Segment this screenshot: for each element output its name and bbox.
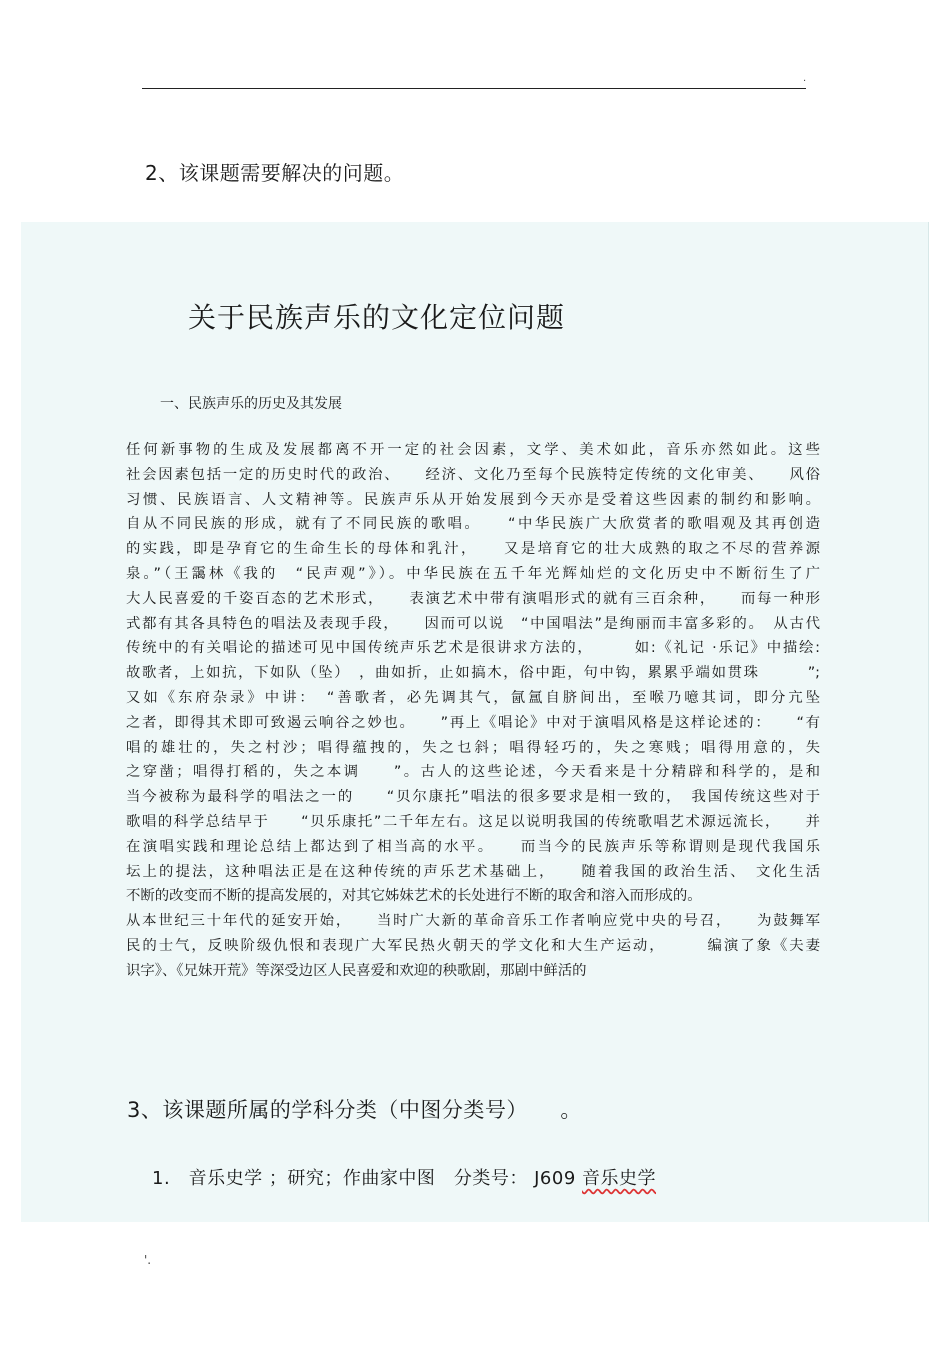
header-dot: . bbox=[803, 73, 807, 84]
body-line: 任何新事物的生成及发展都离不开一定的社会因素，文学、美术如此，音乐亦然如此。这些 bbox=[126, 442, 820, 458]
body-line: 从本世纪三十年代的延安开始， 当时广大新的革命音乐工作者响应党中央的号召， 为鼓舞军 bbox=[126, 913, 820, 930]
body-line: 之穿凿；唱得打稻的，失之本调 ”。古人的这些论述，今天看来是十分精辟和科学的，是和 bbox=[126, 764, 820, 781]
essay-subheading: 一、民族声乐的历史及其发展 bbox=[160, 396, 342, 412]
body-line: 又如《东府杂录》中讲： “善歌者，必先调其气，氤氲自脐间出，至喉乃噫其词，即分亢坠 bbox=[126, 689, 820, 706]
classification-underlined-term: 音乐史学 bbox=[582, 1168, 657, 1189]
body-line: 社会因素包括一定的历史时代的政治、 经济、文化乃至每个民族特定传统的文化审美、 风俗 bbox=[126, 466, 820, 483]
body-line: 自从不同民族的形成，就有了不同民族的歌唱。 “中华民族广大欣赏者的歌唱观及其再创造 bbox=[126, 516, 820, 533]
footer-dot: '. bbox=[144, 1253, 152, 1267]
body-line: 的实践，即是孕育它的生命生长的母体和乳汁， 又是培育它的壮大成熟的取之不尽的营养源 bbox=[126, 541, 820, 558]
body-line: 泉。”（王靄林《我的 “民声观”》）。中华民族在五千年光辉灿烂的文化历史中不断衍生了广 bbox=[126, 565, 820, 582]
body-line: 在演唱实践和理论总结上都达到了相当高的水平。 而当今的民族声乐等称谓则是现代我国乐 bbox=[126, 838, 820, 855]
classification-text: 1. 音乐史学 ；研究；作曲家中图 分类号： J609 bbox=[152, 1168, 583, 1189]
body-line: 识字》、《兄妹开荒》等深受边区人民喜爱和欢迎的秧歌剧，那剧中鲜活的 bbox=[126, 962, 587, 979]
body-line: 民的士气，反映阶级仇恨和表现广大军民热火朝天的学文化和大生产运动， 编演了象《夫妻 bbox=[126, 937, 820, 954]
body-line: 歌唱的科学总结早于 “贝乐康托”二千年左右。这足以说明我国的传统歌唱艺术源远流长， 并 bbox=[126, 813, 820, 830]
classification-item bbox=[152, 1164, 656, 1190]
body-line: 大人民喜爱的千姿百态的艺术形式， 表演艺术中带有演唱形式的就有三百余种， 而每一种形 bbox=[126, 590, 820, 607]
body-line: 习惯、民族语言、人文精神等。民族声乐从开始发展到今天亦是受着这些因素的制约和影响。 bbox=[126, 491, 820, 508]
body-line: 不断的改变而不断的提高发展的，对其它姊妹艺术的长处进行不断的取舍和溶入而形成的。 bbox=[126, 888, 702, 905]
section-3-heading: 3、该课题所属的学科分类（中图分类号） 。 bbox=[127, 1098, 582, 1122]
body-line: 唱的雄壮的，失之村沙；唱得蕴拽的，失之乜斜；唱得轻巧的，失之寒贱；唱得用意的，失 bbox=[126, 739, 820, 756]
body-line: 传统中的有关唱论的描述可见中国传统声乐艺术是很讲求方法的， 如:《礼记 ·乐记》中描绘: bbox=[126, 640, 820, 657]
body-line: 故歌者，上如抗，下如队（坠） ，曲如折，止如搞木，俗中距，句中钩，累累乎端如贯珠 ”; bbox=[126, 665, 820, 682]
header-rule bbox=[142, 88, 806, 89]
section-2-heading: 2、该课题需要解决的问题。 bbox=[145, 161, 405, 185]
body-line: 式都有其各具特色的唱法及表现手段， 因而可以说 “中国唱法”是绚丽而丰富多彩的。 从古代 bbox=[126, 615, 820, 632]
essay-body bbox=[126, 438, 820, 984]
body-line: 坛上的提法，这种唱法正是在这种传统的声乐艺术基础上， 随着我国的政治生活、 文化生活 bbox=[126, 863, 820, 880]
body-line: 当今被称为最科学的唱法之一的 “贝尔康托”唱法的很多要求是相一致的， 我国传统这些对于 bbox=[126, 789, 820, 806]
essay-title: 关于民族声乐的文化定位问题 bbox=[188, 301, 566, 334]
body-line: 之者，即得其术即可致遏云响谷之妙也。 ”再上《唱论》中对于演唱风格是这样论述的： “有 bbox=[126, 714, 820, 731]
